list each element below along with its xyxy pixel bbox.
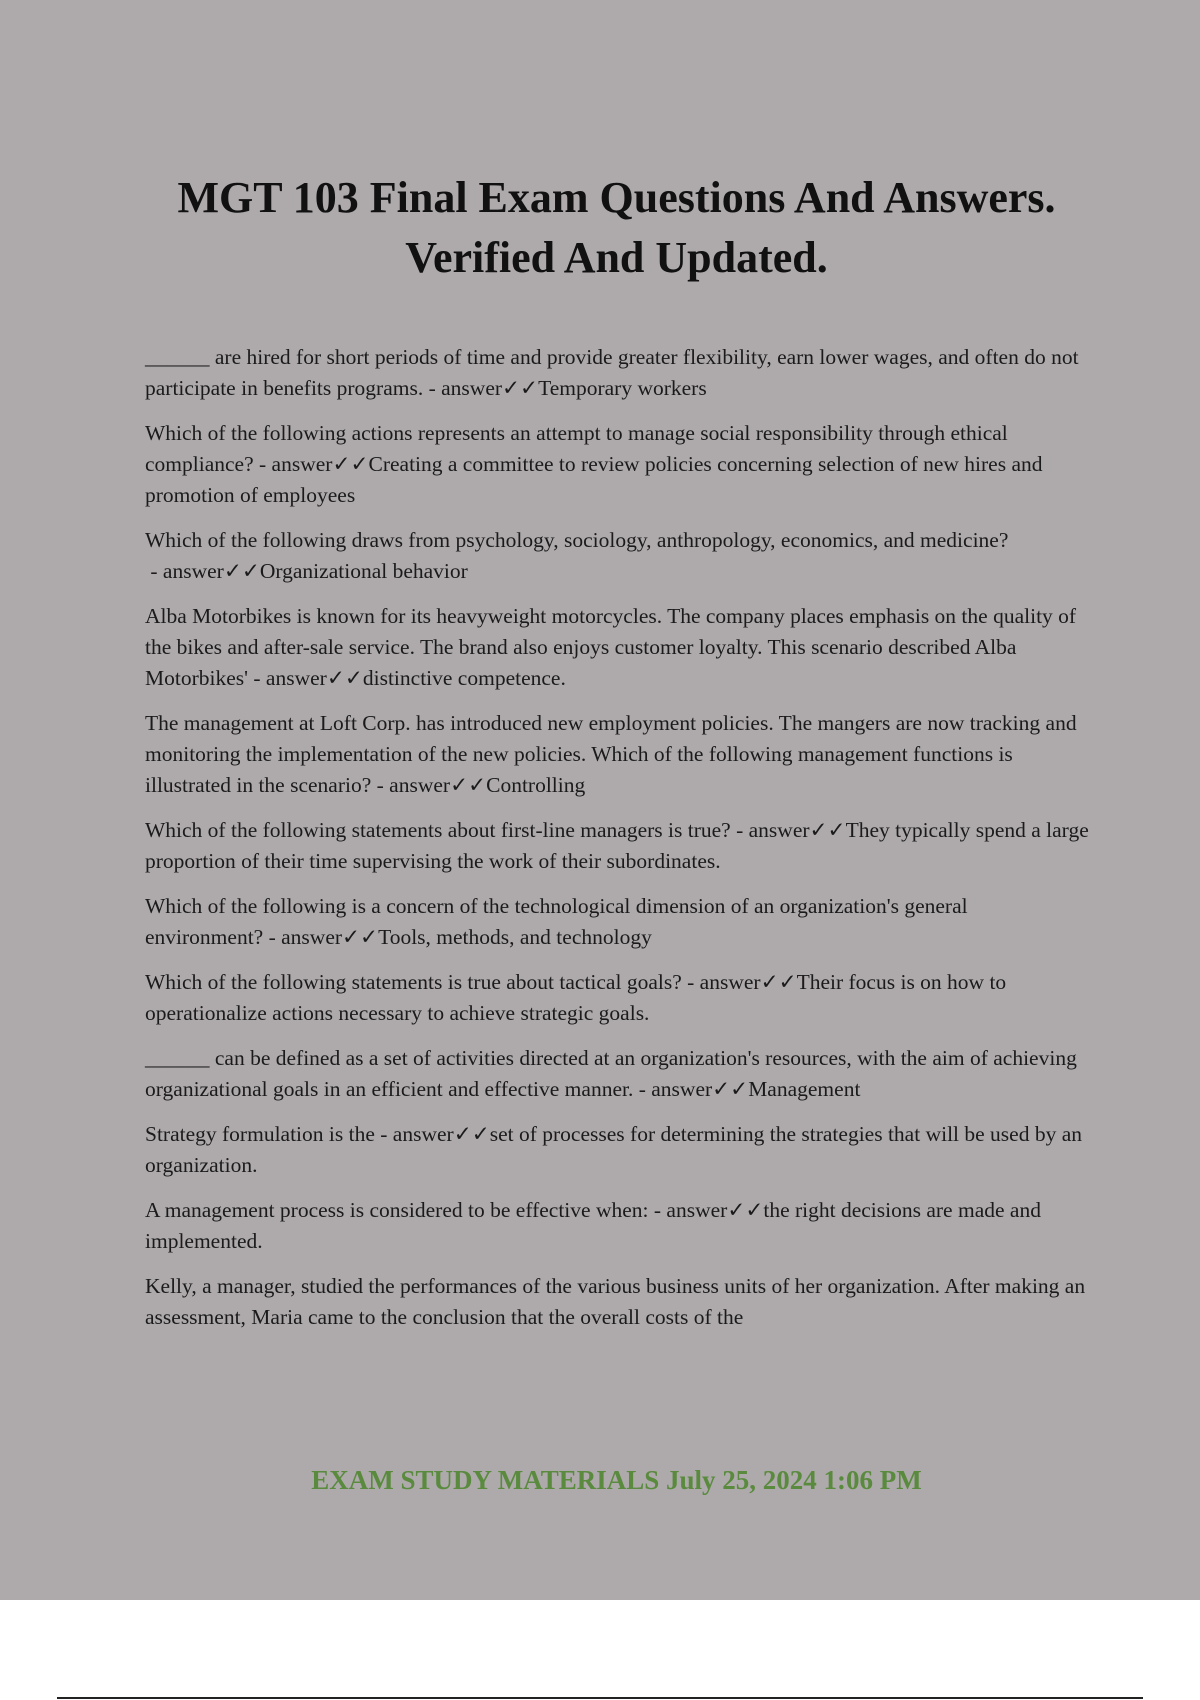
check-marks-icon: ✓✓ (450, 773, 487, 797)
list-item (145, 1195, 1090, 1257)
list-item (145, 1119, 1090, 1181)
answer-separator: - answer (248, 666, 327, 690)
question-text: ______ can be defined as a set of activities directed at an organization's resources, with the aim of achieving organizational goals in an efficient and effective manner. (145, 1046, 1077, 1101)
answer-text: Temporary workers (538, 376, 707, 400)
answer-separator: - answer (253, 452, 333, 476)
answer-separator: - answer (681, 970, 761, 994)
check-marks-icon: ✓✓ (809, 818, 846, 842)
question-text: Which of the following actions represents an attempt to manage social responsibility through ethical compliance? (145, 421, 1008, 476)
list-item (145, 891, 1090, 953)
answer-text: the right decisions are made and implemented. (145, 1198, 1041, 1253)
bottom-divider (57, 1697, 1143, 1699)
answer-separator: - answer (145, 559, 224, 583)
question-text: Which of the following draws from psychology, sociology, anthropology, economics, and medicine? (145, 528, 1009, 552)
check-marks-icon: ✓✓ (712, 1077, 749, 1101)
answer-separator: - answer (730, 818, 810, 842)
question-text: A management process is considered to be effective when: (145, 1198, 649, 1222)
check-marks-icon: ✓✓ (223, 559, 260, 583)
answer-separator: - answer (263, 925, 343, 949)
check-marks-icon: ✓✓ (727, 1198, 764, 1222)
answer-separator: - answer (648, 1198, 728, 1222)
answer-text: They typically spend a large proportion of their time supervising the work of their subordinates. (145, 818, 1089, 873)
check-marks-icon: ✓✓ (760, 970, 797, 994)
list-item (145, 601, 1090, 694)
document-title: MGT 103 Final Exam Questions And Answers. Verified And Updated. (177, 173, 1056, 282)
check-marks-icon: ✓✓ (326, 666, 363, 690)
trailing-text: Kelly, a manager, studied the performances of the various business units of her organization. After making an assessment, Maria came to the conclusion that the overall costs of the (145, 1274, 1086, 1329)
answer-text: Creating a committee to review policies concerning selection of new hires and promotion of employees (145, 452, 1043, 507)
list-item (145, 342, 1090, 404)
question-text: Which of the following statements is true about tactical goals? (145, 970, 682, 994)
list-item (145, 1043, 1090, 1105)
answer-text: Management (748, 1077, 861, 1101)
question-text: The management at Loft Corp. has introduced new employment policies. The mangers are now tracking and monitoring the implementation of the new policies. Which of the following management functions is illustrated in the scenario? (145, 711, 1077, 797)
question-text: ______ are hired for short periods of time and provide greater flexibility, earn lower wages, and often do not participate in benefits programs. (145, 345, 1079, 400)
answer-separator: - answer (633, 1077, 713, 1101)
check-marks-icon: ✓✓ (453, 1122, 490, 1146)
check-marks-icon: ✓✓ (342, 925, 379, 949)
question-text: Strategy formulation is the (145, 1122, 375, 1146)
check-marks-icon: ✓✓ (502, 376, 539, 400)
answer-separator: - answer (371, 773, 451, 797)
answer-text: Controlling (486, 773, 586, 797)
list-item (145, 967, 1090, 1029)
list-item (145, 525, 1090, 587)
check-marks-icon: ✓✓ (332, 452, 369, 476)
question-text: Which of the following is a concern of the technological dimension of an organization's general environment? (145, 894, 968, 949)
list-item (145, 708, 1090, 801)
question-text: Which of the following statements about first-line managers is true? (145, 818, 731, 842)
answer-text: Tools, methods, and technology (378, 925, 652, 949)
page-footer: EXAM STUDY MATERIALS July 25, 2024 1:06 PM (311, 1465, 922, 1495)
answer-separator: - answer (423, 376, 503, 400)
answer-text: distinctive competence. (362, 666, 566, 690)
question-list (145, 342, 1090, 1347)
answer-text: set of processes for determining the strategies that will be used by an organization. (145, 1122, 1083, 1177)
answer-separator: - answer (374, 1122, 454, 1146)
answer-text: Organizational behavior (259, 559, 468, 583)
list-item (145, 418, 1090, 511)
trailing-paragraph (145, 1271, 1090, 1333)
answer-text: Their focus is on how to operationalize actions necessary to achieve strategic goals. (145, 970, 1007, 1025)
question-text: Alba Motorbikes is known for its heavyweight motorcycles. The company places emphasis on the quality of the bikes and after-sale service. The brand also enjoys customer loyalty. This scenario described Alba Motorbikes' (145, 604, 1077, 690)
list-item (145, 815, 1090, 877)
